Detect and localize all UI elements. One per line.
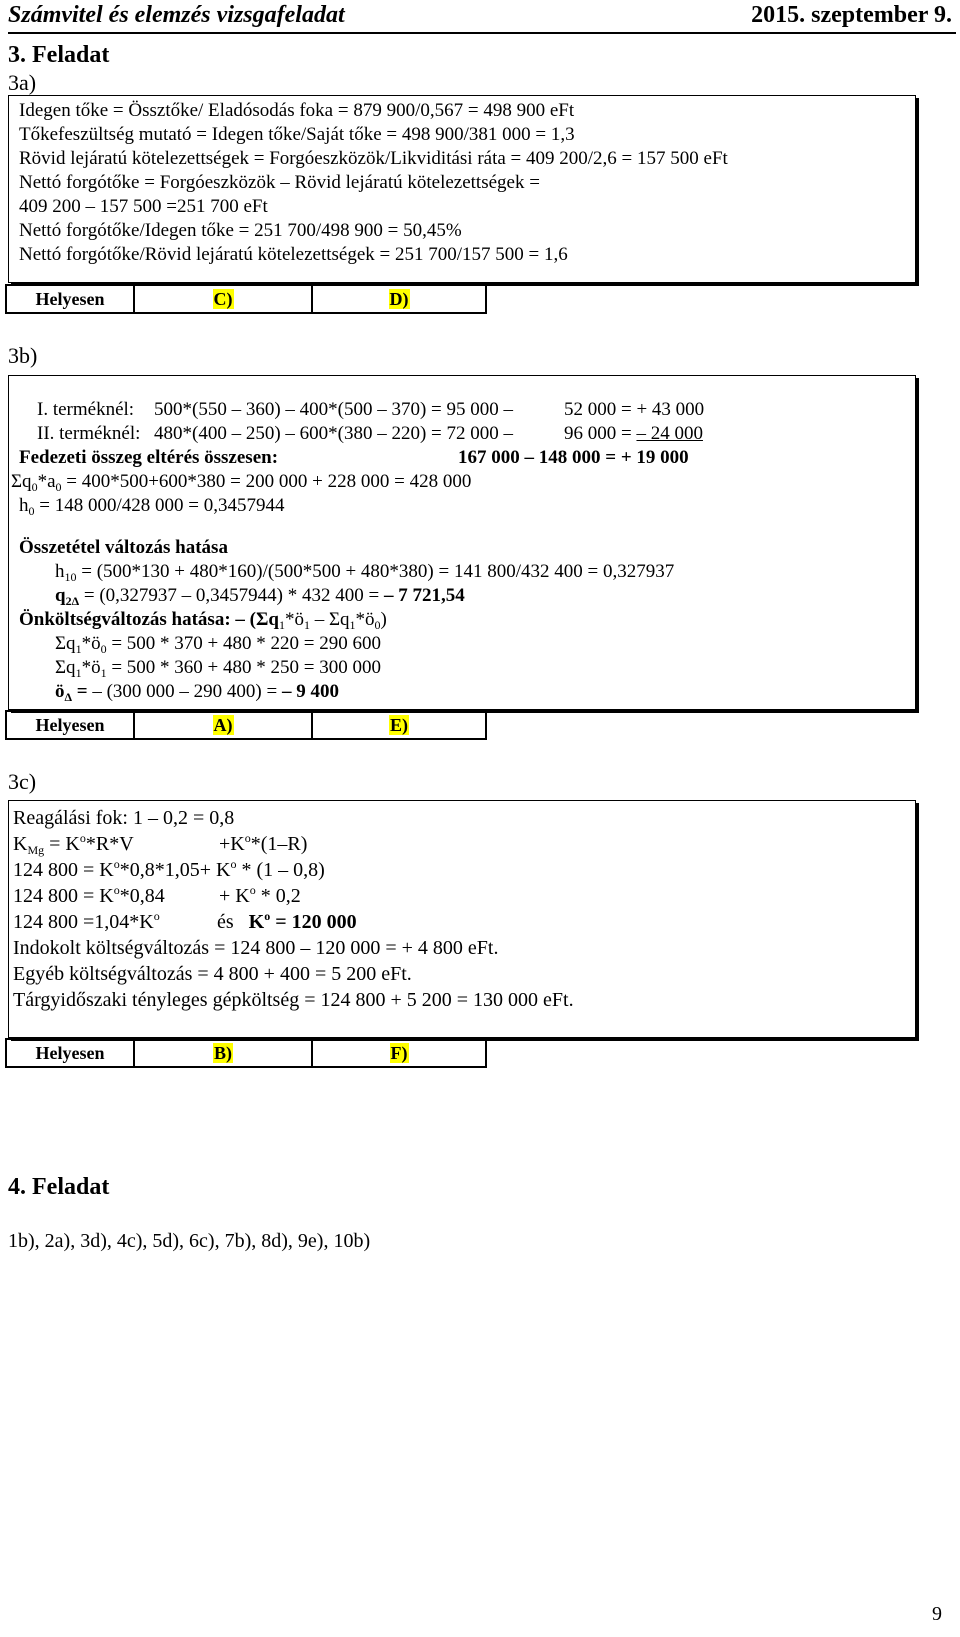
part-a-line: Idegen tőke = Össztőke/ Eladósodás foka = 879 900/0,567 = 498 900 eFt xyxy=(19,100,575,121)
page-number: 9 xyxy=(932,1603,942,1625)
product-2-label: II. terméknél: xyxy=(37,423,141,444)
part-a-label: 3a) xyxy=(8,70,37,95)
part-c-label: 3c) xyxy=(8,769,37,794)
sum-q1o0: $\Sigma q_1*ö_0 = 500 * 370 + 480 * 220 = 290$ 600 xyxy=(55,633,381,656)
q2delta-line: $q_{2\Delta} = (0,327937 - 0,3457944) * 432$ 400 = – 7 721,54 xyxy=(55,585,465,608)
part-c-box xyxy=(8,800,916,1038)
part-a-line: Rövid lejáratú kötelezettségek = Forgóeszközök/Likviditási ráta = 409 200/2,6 = 157 500 eFt xyxy=(19,148,728,169)
header-title: Számvitel és elemzés vizsgafeladat xyxy=(8,2,345,28)
product-2-expr: 480*(400 – 250) – 600*(380 – 220) = 72 000 – xyxy=(154,423,514,444)
part-a-line: Nettó forgótőke/Rövid lejáratú kötelezettségek = 251 700/157 500 = 1,6 xyxy=(19,244,568,265)
task3-title: 3. Feladat xyxy=(8,42,110,68)
calc-line-3-result: és $K^o = 120$ 000 xyxy=(217,909,357,933)
part-a-line: Tőkefeszültség mutató = Idegen tőke/Saját tőke = 498 900/381 000 = 1,3 xyxy=(19,124,575,145)
product-1-result: 52 000 = + 43 000 xyxy=(564,399,705,420)
calc-line-2: 124 $800 = K^o*0,84$ xyxy=(13,883,165,907)
justified-cost-change: Indokolt költségváltozás = 124 800 – 120 000 = + 4 800 eFt. xyxy=(13,937,499,959)
answer-label: Helyesen xyxy=(6,285,134,313)
answer-label: Helyesen xyxy=(6,1039,134,1067)
header-rule xyxy=(8,32,956,34)
product-1-expr: 500*(550 – 360) – 400*(500 – 370) = 95 000 – xyxy=(154,399,514,420)
part-c-answer-table xyxy=(5,1038,487,1068)
answer-option: F) xyxy=(390,1042,408,1063)
sum-q1o1: $\Sigma q_1*ö_1 = 500 * 360 + 480 * 250 = 300$ 000 xyxy=(55,657,381,680)
answer-option: D) xyxy=(389,288,409,309)
calc-line-2-right: + $K^o * 0,2$ xyxy=(219,883,301,907)
actual-machine-cost: Tárgyidőszaki tényleges gépköltség = 124 800 + 5 200 = 130 000 eFt. xyxy=(13,989,574,1011)
other-cost-change: Egyéb költségváltozás = 4 800 + 400 = 5 200 eFt. xyxy=(13,963,412,985)
part-b-answer-table xyxy=(5,710,487,740)
part-b-box xyxy=(8,375,916,710)
answer-option: B) xyxy=(214,1042,232,1063)
task4-answers: 1b), 2a), 3d), 4c), 5d), 6c), 7b), 8d), 9e), 10b) xyxy=(8,1230,371,1252)
part-a-line: 409 200 – 157 500 =251 700 eFt xyxy=(19,196,268,217)
sum-q0a0: $\Sigma q_0*a_0 = 400*500+600*380 = 200$ 000 + 228 000 = 428 000 xyxy=(11,471,472,494)
reaction-degree: Reagálási fok: 1 – 0,2 = 0,8 xyxy=(13,807,235,829)
answer-label: Helyesen xyxy=(6,711,134,739)
o-delta-line: $ö_\Delta$ = – (300 000 – 290 400) = – 9 400 xyxy=(55,681,339,704)
answer-option: A) xyxy=(213,714,233,735)
part-a-line: Nettó forgótőke = Forgóeszközök – Rövid lejáratú kötelezettségek = xyxy=(19,172,540,193)
part-b-label: 3b) xyxy=(8,343,38,368)
kmg-formula: $K_{Mg} = K^o*R*V$ xyxy=(13,831,134,857)
kmg-formula-right: $+K^o*(1-R)$ xyxy=(219,831,308,855)
answer-option: E) xyxy=(390,714,408,735)
task4-title: 4. Feladat xyxy=(8,1174,110,1200)
composition-title: Összetétel változás hatása xyxy=(19,537,228,558)
part-a-answer-table xyxy=(5,284,487,314)
total-label: Fedezeti összeg eltérés összesen: xyxy=(19,447,279,468)
product-1-label: I. terméknél: xyxy=(37,399,135,420)
calc-line-3: 124 $800 =1,04*K^o$ xyxy=(13,909,160,933)
total-value: 167 000 – 148 000 = + 19 000 xyxy=(458,447,689,468)
product-2-result-underlined: – 24 000 xyxy=(636,423,703,444)
answer-option: C) xyxy=(213,288,233,309)
calc-line-1: 124 $800 = K^o*0,8*1,05+ K^o * (1 - 0,8)$ xyxy=(13,857,325,881)
cost-change-line: Önköltségváltozás hatása: – ($\Sigma q_1*ö_1$ – $\Sigma q_1*ö_0$) xyxy=(19,609,387,632)
h0-line: $h_0 = 148$ 000/428 000 = 0,3457944 xyxy=(19,495,285,518)
part-a-box xyxy=(8,95,916,283)
product-2-result: 96 000 = xyxy=(564,423,632,444)
header-date: 2015. szeptember 9. xyxy=(751,2,952,28)
part-a-line: Nettó forgótőke/Idegen tőke = 251 700/498 900 = 50,45% xyxy=(19,220,462,241)
h10-line: $h_{10} = (500*130 + 480*160)/(500*500 + 480*380) = 141$ 800/432 400 = 0,327937 xyxy=(55,561,675,584)
